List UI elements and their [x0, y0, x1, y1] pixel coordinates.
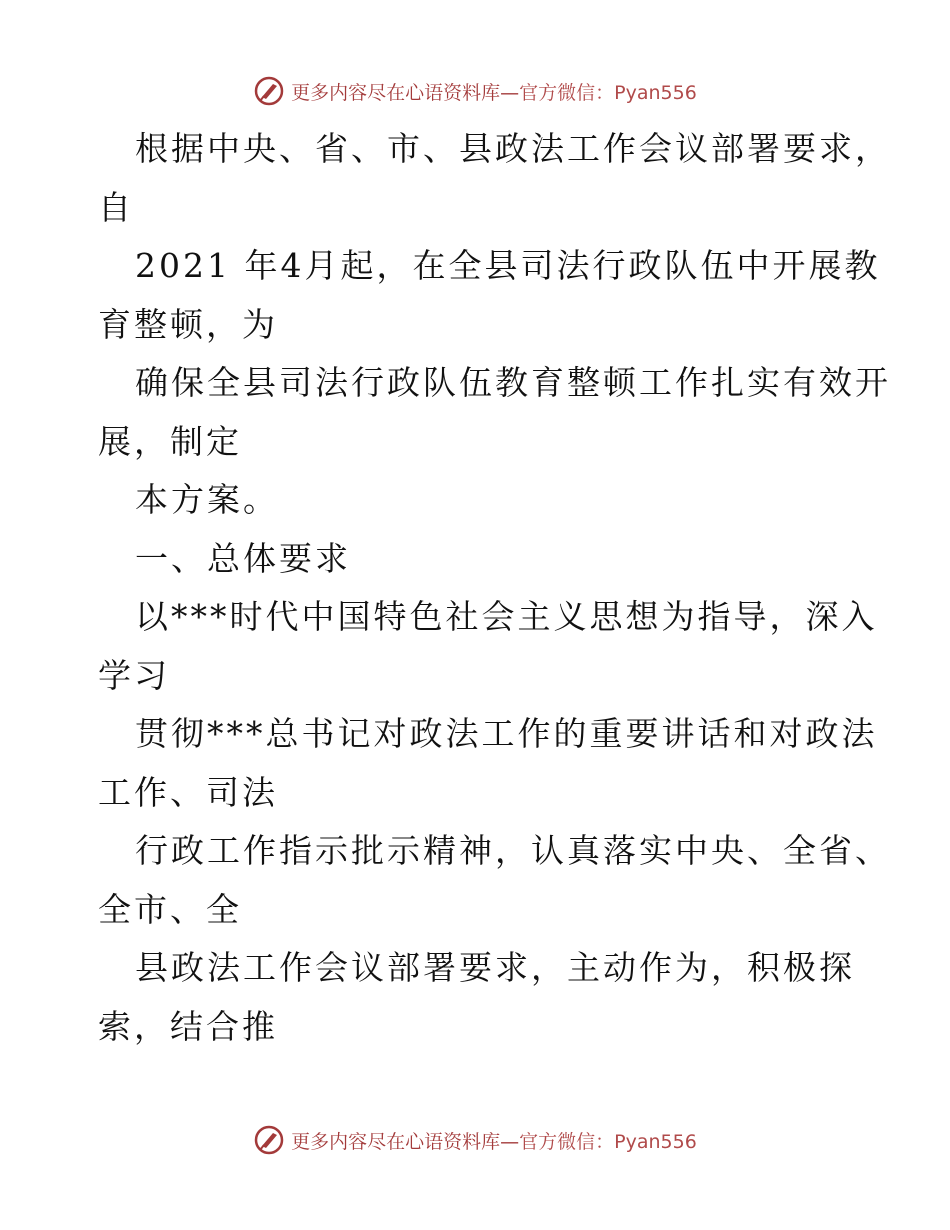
body-line: 索，结合推 — [98, 1006, 278, 1046]
body-line: 全市、全 — [98, 889, 242, 929]
section-heading: 一、总体要求 — [135, 538, 351, 578]
footer-separator: — — [500, 1130, 520, 1153]
body-line: 2021 年4月起，在全县司法行政队伍中开展教 — [135, 246, 881, 285]
document-body — [98, 120, 891, 1056]
body-line: 展，制定 — [98, 421, 242, 461]
header-site-text: 更多内容尽在心语资料库 — [291, 81, 501, 104]
header-wechat-text: 官方微信：Pyan556 — [519, 81, 697, 104]
footer-banner — [0, 1120, 950, 1160]
footer-site-text: 更多内容尽在心语资料库 — [291, 1130, 501, 1153]
quill-logo-icon — [253, 75, 285, 107]
body-line: 贯彻***总书记对政法工作的重要讲话和对政法 — [135, 714, 878, 753]
body-line: 本方案。 — [135, 480, 279, 519]
body-line: 自 — [98, 187, 134, 227]
body-line: 行政工作指示批示精神，认真落实中央、全省、 — [135, 831, 891, 870]
body-line: 县政法工作会议部署要求，主动作为，积极探 — [135, 948, 855, 987]
body-line: 确保全县司法行政队伍教育整顿工作扎实有效开 — [135, 363, 891, 402]
body-line: 以***时代中国特色社会主义思想为指导，深入 — [135, 597, 878, 636]
body-line: 育整顿，为 — [98, 304, 278, 344]
quill-logo-icon — [253, 1124, 285, 1156]
body-line: 工作、司法 — [98, 772, 278, 812]
body-line: 根据中央、省、市、县政法工作会议部署要求， — [135, 129, 891, 168]
header-separator: — — [500, 81, 520, 104]
footer-wechat-text: 官方微信：Pyan556 — [519, 1130, 697, 1153]
footer-banner-text — [291, 1127, 697, 1154]
body-line: 学习 — [98, 655, 170, 695]
header-banner-text — [291, 78, 697, 105]
header-banner — [0, 71, 950, 111]
